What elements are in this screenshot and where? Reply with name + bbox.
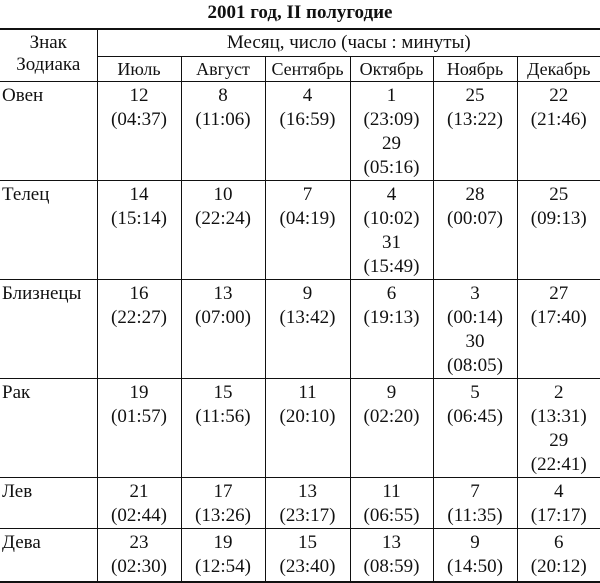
time-value: (00:14): [434, 306, 517, 330]
header-sign-line2: Зодиака: [0, 54, 97, 76]
time-value: (02:30): [98, 555, 181, 579]
time-value: (22:41): [518, 453, 600, 477]
time-value: (23:40): [266, 555, 350, 579]
time-value: (08:59): [351, 555, 433, 579]
date-time-cell: [97, 280, 181, 379]
day-number: 28: [434, 183, 517, 207]
day-number: 5: [434, 381, 517, 405]
day-number: 4: [351, 183, 433, 207]
time-value: (01:57): [98, 405, 181, 429]
time-value: (13:42): [266, 306, 350, 330]
table-row: [0, 478, 600, 529]
date-time-cell: [265, 529, 350, 582]
table-row: [0, 181, 600, 280]
time-value: (11:56): [182, 405, 265, 429]
table-row: [0, 82, 600, 181]
date-time-cell: [181, 379, 265, 478]
day-number: 9: [266, 282, 350, 306]
date-time-cell: [97, 529, 181, 582]
day-number: 25: [434, 84, 517, 108]
time-value: (07:00): [182, 306, 265, 330]
day-number: 14: [98, 183, 181, 207]
date-time-cell: [517, 478, 600, 529]
day-number: 4: [518, 480, 600, 504]
zodiac-sign-cell: Близнецы: [0, 280, 97, 379]
zodiac-sign-cell: Овен: [0, 82, 97, 181]
date-time-cell: [350, 529, 433, 582]
time-value: (17:40): [518, 306, 600, 330]
date-time-cell: [181, 478, 265, 529]
time-value: (02:44): [98, 504, 181, 528]
time-value: (22:24): [182, 207, 265, 231]
date-time-cell: [433, 181, 517, 280]
time-value: (13:31): [518, 405, 600, 429]
day-number: 6: [351, 282, 433, 306]
date-time-cell: [181, 280, 265, 379]
date-time-cell: [517, 82, 600, 181]
day-number: 9: [351, 381, 433, 405]
time-value: (23:09): [351, 108, 433, 132]
day-number: 30: [434, 330, 517, 354]
date-time-cell: [517, 181, 600, 280]
day-number: 31: [351, 231, 433, 255]
day-number: 22: [518, 84, 600, 108]
day-number: 21: [98, 480, 181, 504]
page-title: 2001 год, II полугодие: [0, 2, 600, 24]
day-number: 7: [266, 183, 350, 207]
day-number: 3: [434, 282, 517, 306]
time-value: (13:22): [434, 108, 517, 132]
date-time-cell: [433, 529, 517, 582]
date-time-cell: [97, 82, 181, 181]
date-time-cell: [350, 379, 433, 478]
day-number: 13: [351, 531, 433, 555]
zodiac-sign-cell: Телец: [0, 181, 97, 280]
day-number: 19: [98, 381, 181, 405]
day-number: 15: [266, 531, 350, 555]
date-time-cell: [97, 181, 181, 280]
date-time-cell: [517, 280, 600, 379]
time-value: (04:37): [98, 108, 181, 132]
time-value: (10:02): [351, 207, 433, 231]
day-number: 6: [518, 531, 600, 555]
time-value: (14:50): [434, 555, 517, 579]
table-body: [0, 82, 600, 582]
date-time-cell: [181, 82, 265, 181]
time-value: (06:55): [351, 504, 433, 528]
month-header: Июль: [97, 57, 181, 82]
time-value: (09:13): [518, 207, 600, 231]
time-value: (23:17): [266, 504, 350, 528]
time-value: (11:35): [434, 504, 517, 528]
day-number: 13: [266, 480, 350, 504]
date-time-cell: [517, 529, 600, 582]
day-number: 15: [182, 381, 265, 405]
header-month-group: Месяц, число (часы : минуты): [97, 29, 600, 57]
day-number: 23: [98, 531, 181, 555]
date-time-cell: [517, 379, 600, 478]
date-time-cell: [265, 379, 350, 478]
date-time-cell: [97, 379, 181, 478]
month-header: Октябрь: [350, 57, 433, 82]
day-number: 27: [518, 282, 600, 306]
date-time-cell: [350, 181, 433, 280]
day-number: 19: [182, 531, 265, 555]
date-time-cell: [181, 529, 265, 582]
month-header: Сентябрь: [265, 57, 350, 82]
day-number: 25: [518, 183, 600, 207]
time-value: (05:16): [351, 156, 433, 180]
date-time-cell: [97, 478, 181, 529]
day-number: 11: [351, 480, 433, 504]
day-number: 1: [351, 84, 433, 108]
day-number: 8: [182, 84, 265, 108]
day-number: 16: [98, 282, 181, 306]
date-time-cell: [350, 478, 433, 529]
date-time-cell: [265, 478, 350, 529]
date-time-cell: [350, 82, 433, 181]
day-number: 2: [518, 381, 600, 405]
time-value: (22:27): [98, 306, 181, 330]
header-sign-line1: Знак: [0, 32, 97, 54]
day-number: 17: [182, 480, 265, 504]
time-value: (15:49): [351, 255, 433, 279]
day-number: 7: [434, 480, 517, 504]
day-number: 12: [98, 84, 181, 108]
date-time-cell: [433, 280, 517, 379]
moon-sign-table: [0, 28, 600, 583]
day-number: 11: [266, 381, 350, 405]
date-time-cell: [350, 280, 433, 379]
day-number: 13: [182, 282, 265, 306]
time-value: (20:12): [518, 555, 600, 579]
zodiac-sign-cell: Лев: [0, 478, 97, 529]
day-number: 29: [518, 429, 600, 453]
date-time-cell: [433, 82, 517, 181]
table-row: [0, 280, 600, 379]
month-header: Август: [181, 57, 265, 82]
day-number: 29: [351, 132, 433, 156]
time-value: (08:05): [434, 354, 517, 378]
zodiac-sign-cell: Дева: [0, 529, 97, 582]
time-value: (04:19): [266, 207, 350, 231]
time-value: (21:46): [518, 108, 600, 132]
time-value: (13:26): [182, 504, 265, 528]
time-value: (16:59): [266, 108, 350, 132]
date-time-cell: [265, 280, 350, 379]
time-value: (12:54): [182, 555, 265, 579]
date-time-cell: [265, 181, 350, 280]
day-number: 10: [182, 183, 265, 207]
table-row: [0, 379, 600, 478]
table-row: [0, 529, 600, 582]
month-header: Декабрь: [517, 57, 600, 82]
time-value: (15:14): [98, 207, 181, 231]
time-value: (20:10): [266, 405, 350, 429]
time-value: (19:13): [351, 306, 433, 330]
time-value: (06:45): [434, 405, 517, 429]
time-value: (00:07): [434, 207, 517, 231]
date-time-cell: [265, 82, 350, 181]
date-time-cell: [433, 478, 517, 529]
zodiac-sign-cell: Рак: [0, 379, 97, 478]
day-number: 9: [434, 531, 517, 555]
time-value: (11:06): [182, 108, 265, 132]
day-number: 4: [266, 84, 350, 108]
time-value: (02:20): [351, 405, 433, 429]
month-header: Ноябрь: [433, 57, 517, 82]
date-time-cell: [181, 181, 265, 280]
date-time-cell: [433, 379, 517, 478]
header-zodiac-sign: [0, 29, 97, 82]
time-value: (17:17): [518, 504, 600, 528]
